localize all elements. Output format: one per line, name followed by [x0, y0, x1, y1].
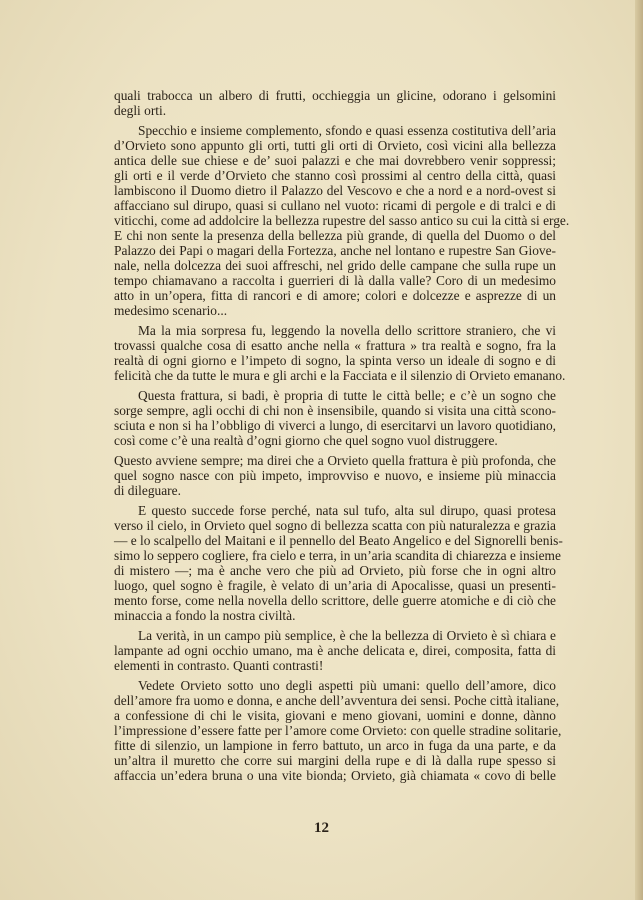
- text-line: realtà di ogni giorno e l’impeto di sogno, la spinta verso un ideale di sogno e di: [114, 353, 556, 368]
- text-line: sorge sempre, agli occhi di chi non è insensibile, quando si visita una città scono-: [114, 403, 556, 418]
- text-line: fitte di silenzio, un lampione in ferro battuto, un arco in fuga da una parte, e da: [114, 738, 556, 753]
- text-line: Specchio e insieme complemento, sfondo e quasi essenza costitutiva dell’aria: [138, 123, 556, 138]
- text-line: quali trabocca un albero di frutti, occhieggia un glicine, odorano i gelsomini: [114, 88, 556, 103]
- text-line: sciuta e non si ha l’obbligo di viverci a lungo, di esercitarvi un lavoro quotidiano,: [114, 418, 556, 433]
- text-line: felicità che da tutte le mura e gli archi e la Facciata e il silenzio di Orvieto emanano.: [114, 368, 566, 383]
- text-line: Questa frattura, si badi, è propria di tutte le città belle; e c’è un sogno che: [138, 388, 556, 403]
- text-line: nale, nella dolcezza dei suoi affreschi, nel grido delle campane che sulla rupe un: [114, 258, 556, 273]
- text-line: La verità, in un campo più semplice, è che la bellezza di Orvieto è sì chiara e: [138, 628, 556, 643]
- text-line: Ma la mia sorpresa fu, leggendo la novella dello scrittore straniero, che vi: [138, 323, 556, 338]
- text-line: Vedete Orvieto sotto uno degli aspetti più umani: quello dell’amore, dico: [138, 678, 556, 693]
- body-text: [114, 88, 570, 783]
- text-line: simo lo seppero cogliere, fra cielo e terra, in un’aria scandita di chiarezza e insieme: [114, 548, 561, 563]
- paragraph: [114, 88, 556, 118]
- paragraph: [114, 678, 562, 783]
- text-line: medesimo scenario...: [114, 303, 228, 318]
- paragraph: [114, 323, 566, 383]
- text-line: l’impressione d’essere fatte per l’amore come Orvieto: con quelle stradine solitarie,: [114, 723, 562, 738]
- text-line: affacciano sul dirupo, quasi si cullano nel vuoto: ricami di pergole e di tralci e di: [114, 198, 556, 213]
- paragraph: [114, 123, 570, 318]
- text-line: affaccia un’edera bruna o una vite bionda; Orvieto, già chiamata « covo di belle: [114, 768, 556, 783]
- text-line: gli orti e il verde d’Orvieto che stanno così prossimi al centro della città, quasi: [114, 168, 556, 183]
- text-line: atto in un’opera, fitta di rancori e di amore; colori e dolcezze e asprezze di un: [114, 288, 556, 303]
- text-line: elementi in contrasto. Quanti contrasti!: [114, 658, 324, 673]
- text-line: così come c’è una realtà d’ogni giorno che quel sogno vuol distruggere.: [114, 433, 498, 448]
- text-line: trovassi qualche cosa di esatto anche nella « frattura » tra realtà e sogno, fra la: [114, 338, 556, 353]
- paragraph: [114, 453, 556, 498]
- text-line: E questo succede forse perché, nata sul tufo, alta sul dirupo, quasi protesa: [138, 503, 556, 518]
- text-line: lambiscono il Duomo dietro il Palazzo del Vescovo e che a nord e a nord-ovest si: [114, 183, 556, 198]
- text-line: a confessione di chi le visita, giovani e meno giovani, uomini e donne, dànno: [114, 708, 556, 723]
- text-line: di mistero —; ma è anche vero che più ad Orvieto, più forse che in ogni altro: [114, 563, 556, 578]
- paragraph: [114, 628, 556, 673]
- text-line: mento forse, come nella novella dello scrittore, delle guerre atomiche e di ciò che: [114, 593, 556, 608]
- text-line: Questo avviene sempre; ma direi che a Orvieto quella frattura è più profonda, che: [114, 453, 556, 468]
- text-line: lampante ad ogni occhio umano, ma è anche delicata e, direi, composita, fatta di: [114, 643, 556, 658]
- text-line: un’altra il muretto che corre sui margini della rupe e di là dalla rupe spesso si: [114, 753, 556, 768]
- text-line: degli orti.: [114, 103, 167, 118]
- text-line: tempo chiamavano a raccolta i guerrieri di là dalla valle? Coro di un medesimo: [114, 273, 556, 288]
- text-line: E chi non sente la presenza della bellezza più grande, di quella del Duomo o del: [114, 228, 556, 243]
- text-line: Palazzo dei Papi o magari della Fortezza, anche nel lontano e rupestre San Giove-: [114, 243, 556, 258]
- text-line: minaccia a fondo la nostra civiltà.: [114, 608, 296, 623]
- text-line: d’Orvieto sono appunto gli orti, tutti gli orti di Orvieto, così vicini alla bellezza: [114, 138, 556, 153]
- text-line: di dileguare.: [114, 483, 181, 498]
- text-line: dell’amore fra uomo e donna, e anche dell’avventura dei sensi. Poche città italiane,: [114, 693, 560, 708]
- text-line: quel sogno nasce con più impeto, improvviso e nuovo, e insieme più minaccia: [114, 468, 556, 483]
- text-line: — e lo scalpello del Maitani e il pennello del Beato Angelico e del Signorelli benis-: [114, 533, 563, 548]
- text-line: luogo, quel sogno è fragile, è velato di un’aria di Apocalisse, quasi un presenti-: [114, 578, 556, 593]
- page-number: 12: [314, 820, 329, 836]
- page-edge-shadow: [635, 0, 643, 900]
- paragraph: [114, 388, 556, 448]
- text-line: viticchi, come ad addolcire la bellezza rupestre del sasso antico su cui la città si erge.: [114, 213, 570, 228]
- paragraph: [114, 503, 563, 623]
- text-line: antica delle sue chiese e de’ suoi palazzi e che mai dovrebbero venir soppressi;: [114, 153, 556, 168]
- text-line: verso il cielo, in Orvieto quel sogno di bellezza scatta con più naturalezza e grazia: [114, 518, 556, 533]
